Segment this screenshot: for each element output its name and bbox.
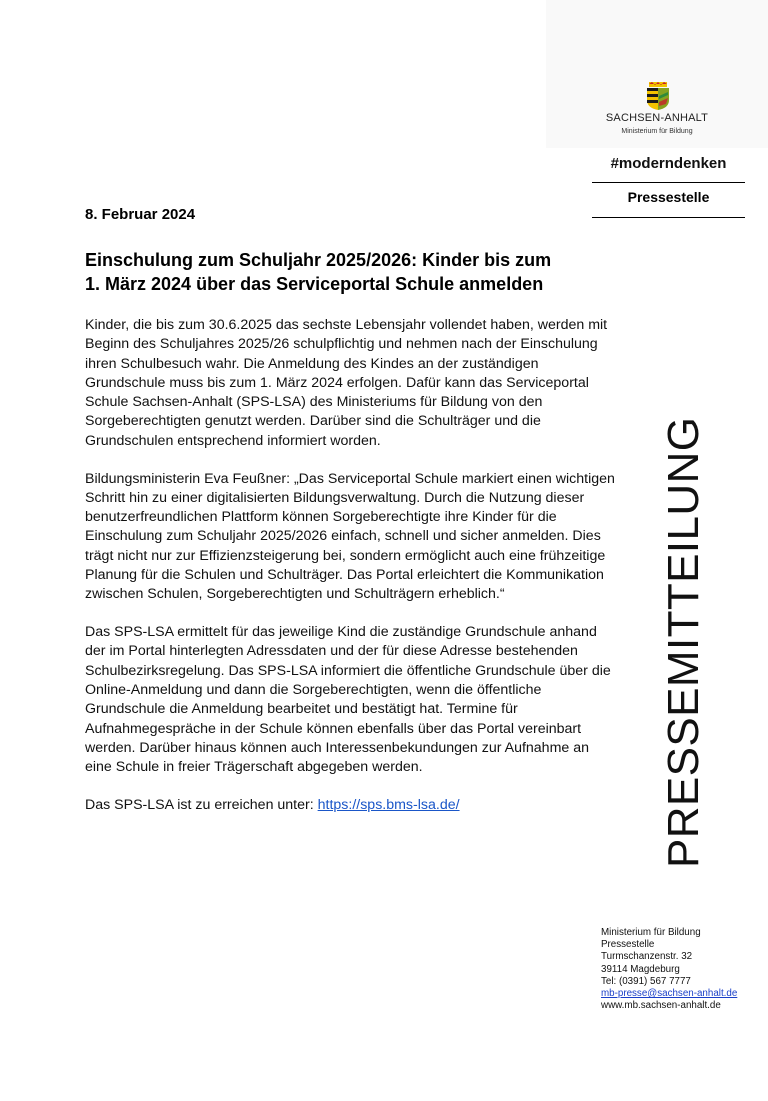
footer-office: Pressestelle xyxy=(601,939,655,951)
footer-email-link[interactable]: mb-presse@sachsen-anhalt.de xyxy=(601,988,738,1000)
headline-line-2: 1. März 2024 über das Serviceportal Schule anmelden xyxy=(85,274,544,294)
paragraph-1: Kinder, die bis zum 30.6.2025 das sechste Lebensjahr vollendet haben, werden mit Beginn des Schuljahres 2025/26 schulpflichtig und nehmen nach der Einschulung ihren Schulbesuch wahr. Die Anmeldung des Kindes an der zuständigen Grundschule muss bis zum 1. März 2024 erfolgen. Dafür kann das Serviceportal Schule Sachsen-Anhalt (SPS-LSA) des Ministeriums für Bildung von den Sorgeberechtigten genutzt werden. Darüber sind die Schulträger und die Grundschulen entsprechend informiert worden. xyxy=(85,317,608,449)
article-body xyxy=(85,316,615,834)
footer-street: Turmschanzenstr. 32 xyxy=(601,951,693,963)
office-label: Pressestelle xyxy=(627,189,710,205)
footer-phone: Tel: (0391) 567 7777 xyxy=(601,975,691,987)
reach-line xyxy=(85,796,615,815)
contact-footer xyxy=(601,927,761,1012)
ministry-name-logo: Ministerium für Bildung xyxy=(621,128,693,135)
divider-top xyxy=(592,182,745,183)
divider-bottom xyxy=(592,217,745,218)
logo-area xyxy=(546,0,768,148)
state-name: SACHSEN-ANHALT xyxy=(605,112,709,124)
headline-line-1: Einschulung zum Schuljahr 2025/2026: Kinder bis zum xyxy=(85,250,552,270)
hashtag: #moderndenken xyxy=(610,155,727,172)
headline xyxy=(85,248,585,296)
vertical-title: PRESSEMITTEILUNG xyxy=(659,416,708,868)
reach-text: Das SPS-LSA ist zu erreichen unter: xyxy=(85,797,318,814)
footer-ministry: Ministerium für Bildung xyxy=(601,927,701,938)
press-date: 8. Februar 2024 xyxy=(85,206,196,223)
footer-city: 39114 Magdeburg xyxy=(601,963,680,975)
portal-link[interactable]: https://sps.bms-lsa.de/ xyxy=(317,797,460,814)
coat-of-arms-icon xyxy=(646,82,670,110)
paragraph-3: Das SPS-LSA ermittelt für das jeweilige Kind die zuständige Grundschule anhand der im Portal hinterlegten Adressdaten und der für diese Adresse bestehenden Schulbezirksregelung. Das SPS-LSA informiert die öffentliche Grundschule über die Online-Anmeldung und dann die Sorgeberechtigten, wenn die öffentliche Grundschule die Anmeldung bearbeitet und bestätigt hat. Termine für Aufnahmegespräche in der Schule können ebenfalls über das Portal vereinbart werden. Darüber hinaus können auch Interessenbekundungen zur Aufnahme an eine Schule in freier Trägerschaft abgegeben werden. xyxy=(85,624,611,776)
paragraph-2: Bildungsministerin Eva Feußner: „Das Serviceportal Schule markiert einen wichtigen Schritt hin zu einer digitalisierten Bildungsverwaltung. Durch die Nutzung dieser benutzerfreundlichen Plattform können Sorgeberechtigte ihre Kinder für die Einschulung zum Schuljahr 2025/2026 einfach, schnell und sicher anmelden. Dies trägt nicht nur zur Effizienzsteigerung bei, sondern ermöglicht auch eine frühzeitige Planung für die Schulen und Schulträger. Das Portal erleichtert die Kommunikation zwischen Schulen, Sorgeberechtigten und Schulträgern erheblich.“ xyxy=(85,470,615,603)
footer-website: www.mb.sachsen-anhalt.de xyxy=(601,1000,721,1012)
